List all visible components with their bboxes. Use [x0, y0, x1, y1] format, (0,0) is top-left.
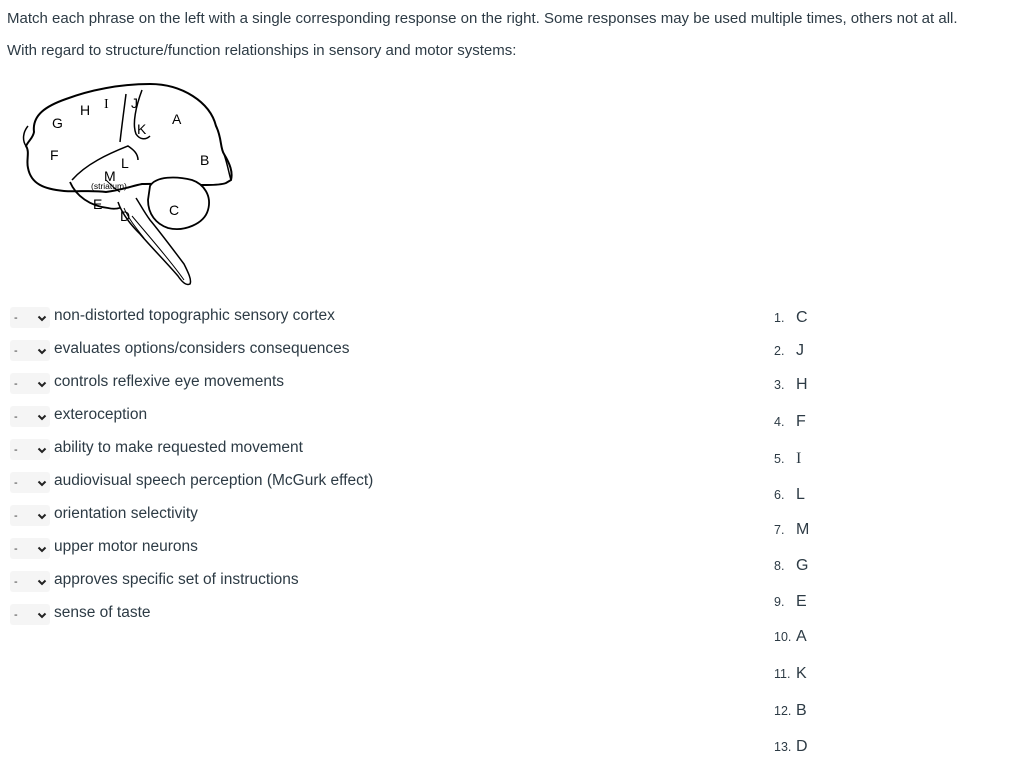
label-J: J — [131, 95, 138, 111]
label-M: M — [104, 168, 116, 184]
chevron-down-icon — [36, 444, 48, 456]
answer-dropdown[interactable] — [10, 373, 50, 394]
label-K: K — [137, 121, 147, 137]
phrase-text: ability to make requested movement — [54, 439, 303, 456]
response-letter: K — [796, 665, 807, 682]
chevron-down-icon — [36, 477, 48, 489]
response-letter: F — [796, 413, 806, 430]
chevron-down-icon — [36, 609, 48, 621]
phrase-text: evaluates options/considers consequences — [54, 340, 350, 357]
response-letter: J — [796, 342, 804, 359]
chevron-down-icon — [36, 345, 48, 357]
response-number: 9. — [774, 595, 785, 609]
phrase-text: sense of taste — [54, 604, 151, 621]
response-letter: G — [796, 557, 809, 574]
response-letter: I — [796, 450, 802, 467]
response-number: 8. — [774, 559, 785, 573]
label-D: D — [120, 208, 131, 224]
response-letter: E — [796, 593, 807, 610]
response-item — [774, 665, 807, 683]
match-row — [10, 306, 373, 339]
response-letter: A — [796, 628, 807, 645]
response-letter: H — [796, 376, 808, 393]
match-row — [10, 372, 373, 405]
chevron-down-icon — [36, 576, 48, 588]
response-number: 2. — [774, 344, 785, 358]
answer-dropdown[interactable] — [10, 505, 50, 526]
label-E: E — [93, 196, 103, 212]
response-number: 4. — [774, 415, 785, 429]
instructions-text: Match each phrase on the left with a single corresponding response on the right. Some responses may be used multiple times, others not at all. — [7, 10, 958, 27]
response-item — [774, 593, 807, 611]
response-item — [774, 486, 805, 504]
label-C: C — [169, 202, 180, 218]
dropdown-value: - — [14, 476, 18, 489]
dropdown-value: - — [14, 575, 18, 588]
match-row — [10, 570, 373, 603]
chevron-down-icon — [36, 378, 48, 390]
response-item — [774, 309, 808, 327]
response-letter: D — [796, 738, 808, 755]
chevron-down-icon — [36, 411, 48, 423]
response-item — [774, 521, 809, 539]
dropdown-value: - — [14, 509, 18, 522]
cortex-outline — [26, 84, 232, 192]
response-number: 12. — [774, 704, 792, 718]
response-number: 13. — [774, 740, 792, 754]
label-H: H — [80, 102, 91, 118]
response-letter: M — [796, 521, 810, 538]
response-item — [774, 557, 808, 575]
dropdown-value: - — [14, 542, 18, 555]
match-row — [10, 339, 373, 372]
dropdown-value: - — [14, 311, 18, 324]
match-row — [10, 405, 373, 438]
dropdown-value: - — [14, 344, 18, 357]
match-row — [10, 504, 373, 537]
response-item — [774, 450, 801, 468]
label-B: B — [200, 152, 210, 168]
phrase-text: exteroception — [54, 406, 148, 423]
match-row — [10, 603, 373, 636]
label-L: L — [121, 155, 129, 171]
phrase-text: audiovisual speech perception (McGurk effect) — [54, 472, 374, 489]
dropdown-value: - — [14, 410, 18, 423]
phrase-list — [10, 306, 373, 636]
response-number: 10. — [774, 630, 792, 644]
response-letter: L — [796, 486, 805, 503]
response-number: 7. — [774, 523, 785, 537]
response-item — [774, 628, 807, 646]
phrase-text: approves specific set of instructions — [54, 571, 299, 588]
response-item — [774, 413, 806, 431]
label-striatum: (striatum) — [91, 181, 127, 191]
response-number: 1. — [774, 311, 785, 325]
label-I: I — [104, 97, 109, 112]
answer-dropdown[interactable] — [10, 571, 50, 592]
question-prompt: With regard to structure/function relationships in sensory and motor systems: — [7, 42, 517, 59]
response-number: 6. — [774, 488, 785, 502]
answer-dropdown[interactable] — [10, 307, 50, 328]
response-number: 3. — [774, 378, 785, 392]
response-letter: B — [796, 702, 807, 719]
phrase-text: controls reflexive eye movements — [54, 373, 285, 390]
dropdown-value: - — [14, 377, 18, 390]
response-item — [774, 738, 808, 756]
response-item — [774, 376, 808, 394]
response-letter: C — [796, 309, 808, 326]
phrase-text: non-distorted topographic sensory cortex — [54, 307, 335, 324]
match-row — [10, 537, 373, 570]
answer-dropdown[interactable] — [10, 439, 50, 460]
phrase-text: orientation selectivity — [54, 505, 198, 522]
response-item — [774, 702, 807, 720]
label-G: G — [52, 115, 63, 131]
chevron-down-icon — [36, 543, 48, 555]
answer-dropdown[interactable] — [10, 406, 50, 427]
match-row — [10, 438, 373, 471]
dropdown-value: - — [14, 443, 18, 456]
answer-dropdown[interactable] — [10, 340, 50, 361]
match-row — [10, 471, 373, 504]
response-number: 11. — [774, 667, 791, 681]
brain-diagram — [20, 80, 240, 290]
chevron-down-icon — [36, 312, 48, 324]
response-item — [774, 342, 804, 360]
answer-dropdown[interactable] — [10, 604, 50, 625]
label-F: F — [50, 147, 59, 163]
dropdown-value: - — [14, 608, 18, 621]
answer-dropdown[interactable] — [10, 538, 50, 559]
label-A: A — [172, 111, 182, 127]
phrase-text: upper motor neurons — [54, 538, 198, 555]
chevron-down-icon — [36, 510, 48, 522]
answer-dropdown[interactable] — [10, 472, 50, 493]
response-number: 5. — [774, 452, 785, 466]
